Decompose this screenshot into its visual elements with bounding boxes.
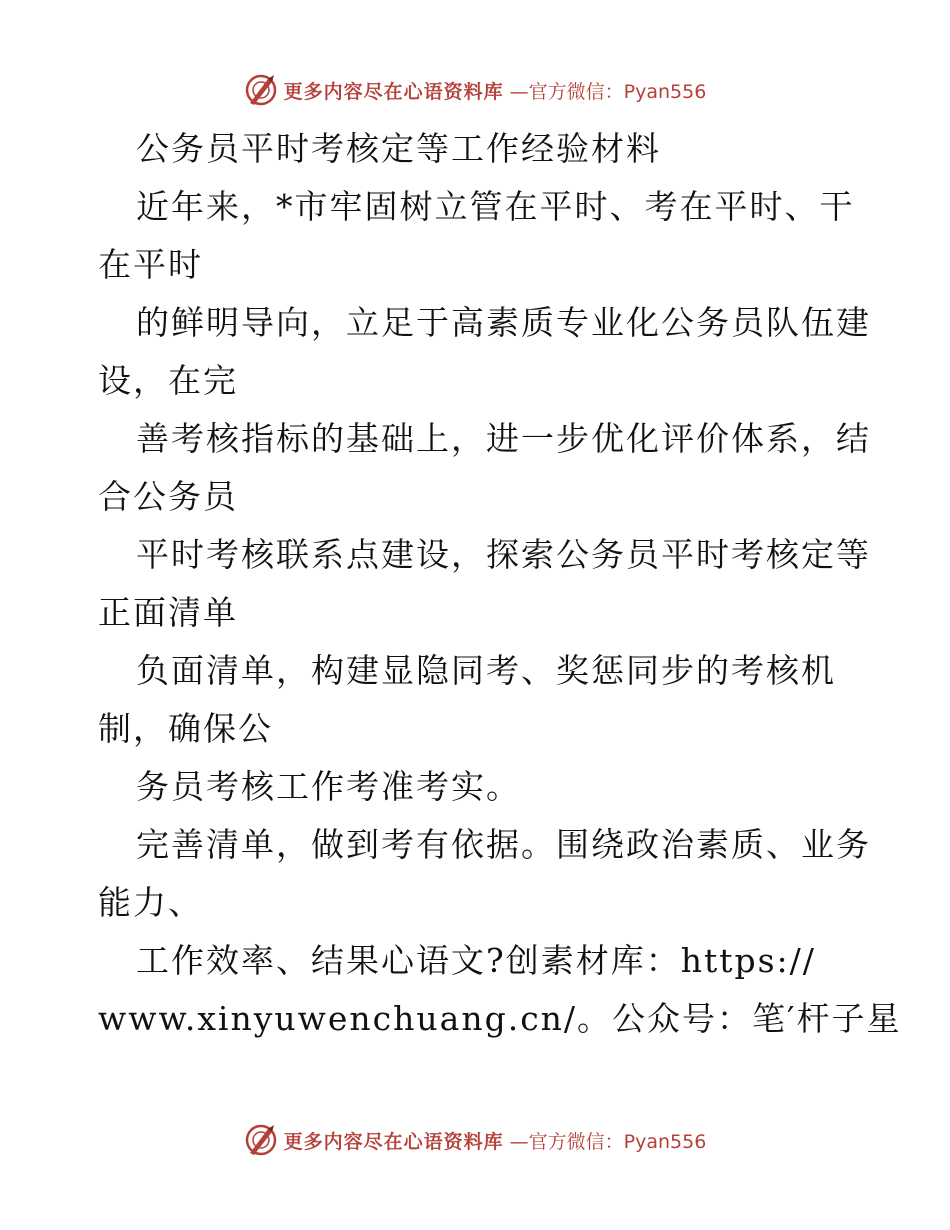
header-banner bbox=[0, 70, 950, 110]
paragraph-line: 合公务员 bbox=[98, 477, 238, 516]
paragraph-line: 平时考核联系点建设，探索公务员平时考核定等 bbox=[136, 535, 871, 574]
paragraph-line: 近年来，*市牢固树立管在平时、考在平时、干 bbox=[136, 187, 855, 226]
paragraph-line: 务员考核工作考准考实。 bbox=[136, 767, 521, 806]
footer-banner bbox=[0, 1120, 950, 1160]
doc-title: 公务员平时考核定等工作经验材料 bbox=[136, 129, 661, 168]
document-body bbox=[98, 120, 902, 1048]
paragraph-line: 设，在完 bbox=[98, 361, 238, 400]
paragraph-line: 完善清单，做到考有依据。围绕政治素质、业务 bbox=[136, 825, 871, 864]
quill-pen-logo-icon bbox=[244, 73, 278, 107]
paragraph-line: www.xinyuwenchuang.cn/。公众号：笔′杆子星 bbox=[98, 999, 902, 1038]
paragraph-line: 负面清单，构建显隐同考、奖惩同步的考核机 bbox=[136, 651, 836, 690]
footer-contact-text: —官方微信：Pyan556 bbox=[509, 1130, 707, 1153]
paragraph-line: 制，确保公 bbox=[98, 709, 273, 748]
paragraph-line: 正面清单 bbox=[98, 593, 238, 632]
quill-pen-logo-icon bbox=[244, 1123, 278, 1157]
header-brand-text: 更多内容尽在心语资料库 bbox=[283, 80, 504, 103]
paragraph-line: 善考核指标的基础上，进一步优化评价体系，结 bbox=[136, 419, 871, 458]
paragraph-line: 的鲜明导向，立足于高素质专业化公务员队伍建 bbox=[136, 303, 871, 342]
paragraph-line: 在平时 bbox=[98, 245, 203, 284]
footer-brand-text: 更多内容尽在心语资料库 bbox=[283, 1130, 504, 1153]
paragraph-line: 工作效率、结果心语文?创素材库：https:// bbox=[136, 941, 816, 980]
paragraph-line: 能力、 bbox=[98, 883, 203, 922]
header-contact-text: —官方微信：Pyan556 bbox=[509, 80, 707, 103]
